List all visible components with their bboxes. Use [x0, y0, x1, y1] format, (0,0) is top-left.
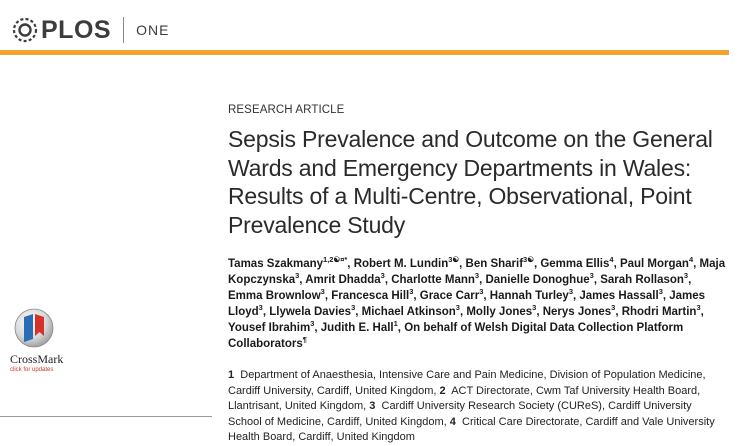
affiliation-number: 4 [449, 415, 456, 428]
author-affiliation-marker: 1,2☯¤* [323, 255, 348, 264]
author-affiliation-marker: 3 [532, 303, 537, 312]
author-name[interactable] [228, 319, 315, 334]
author-affiliation-marker: 3 [696, 303, 701, 312]
journal-brand: PLOS [41, 15, 112, 44]
author-name-text: Danielle Donoghue [485, 274, 590, 286]
author-name[interactable] [331, 287, 414, 302]
author-name-text: Grace Carr [419, 290, 480, 302]
header-accent-rule [0, 50, 729, 55]
author-name-text: James Lloyd [228, 290, 706, 318]
author-affiliation-marker: 3 [455, 303, 460, 312]
crossmark-sublabel: click for updates [10, 367, 54, 373]
logo-divider [123, 17, 124, 43]
author-name[interactable] [465, 255, 534, 270]
author-name[interactable] [305, 271, 385, 286]
crossmark-label: CrossMark [10, 352, 64, 366]
author-name-text: Yousef Ibrahim [228, 322, 311, 334]
author-name-text: Maja Kopczynska [228, 258, 726, 286]
plos-logo-icon [12, 17, 38, 43]
plos-one-logo[interactable] [12, 12, 169, 48]
author-affiliation-marker: 3☯ [448, 255, 460, 264]
author-list: Tamas Szakmany$^{1,2☯¤*}$, Robert M. Lundin$^{3☯}$, Ben Sharif$^{3☯}$, Gemma Ellis$^4$, Paul Morgan$^4$, Maja Kopczynska$^3$, Amrit Dhadda$^3$, Charlotte Mann$^3$, Danielle Donoghue$^3$, Sarah Rollason$^3$, Emma Brownlow$^3$, Francesca Hill$^3$, Grace Carr$^3$, Hannah Turley$^3$, James Hassall$^3$, James Lloyd$^3$, Llywela Davies$^3$, Michael Atkinson$^3$, Molly Jones$^3$, Nerys Jones$^3$, Rhodri Martin$^3$, Yousef Ibrahim$^3$, Judith E. Hall$^1$, On behalf of Welsh Digital Data Collection Platform Collaborators¶ [228, 255, 726, 350]
author-name-text: Paul Morgan [619, 258, 689, 270]
affiliation-text: Critical Care Directorate, Cardiff and Vale University Health Board, Cardiff, United Kingdom [228, 415, 715, 443]
author-affiliation-marker: 3 [611, 303, 616, 312]
author-name[interactable] [619, 255, 694, 270]
author-affiliation-marker: 3 [589, 271, 594, 280]
author-name-text: Charlotte Mann [391, 274, 475, 286]
journal-subtitle: ONE [136, 22, 170, 38]
author-name-text: Sarah Rollason [600, 274, 684, 286]
affiliation-number: 1 [228, 369, 235, 381]
author-affiliation-marker: 3 [295, 271, 300, 280]
author-name-text: Hannah Turley [489, 290, 569, 302]
author-affiliation-marker: ¶ [302, 335, 307, 344]
author-affiliation-marker: 3 [683, 271, 689, 280]
author-name-text: Llywela Davies [269, 306, 352, 318]
crossmark-icon [14, 308, 54, 348]
author-name-text: Nerys Jones [542, 306, 612, 318]
author-affiliation-marker: 3 [409, 287, 414, 296]
author-affiliation-marker: 4 [609, 255, 614, 264]
article-type: RESEARCH ARTICLE [228, 104, 345, 116]
author-name[interactable] [228, 287, 325, 302]
author-name[interactable] [353, 255, 460, 270]
affiliation-number: 3 [369, 400, 376, 412]
author-affiliation-marker: 3 [568, 287, 573, 296]
author-name[interactable] [419, 287, 484, 302]
author-name-text: Judith E. Hall [320, 322, 394, 334]
author-affiliation-marker: 4 [688, 255, 694, 264]
author-affiliation-marker: 3 [310, 319, 315, 328]
author-affiliation-marker: 3 [658, 287, 663, 296]
author-affiliation-marker: 3 [351, 303, 356, 312]
author-name-text: Robert M. Lundin [353, 258, 449, 270]
author-affiliation-marker: 3 [479, 287, 484, 296]
affiliation-text: ACT Directorate, Cwm Taf University Health Board, Llantrisant, United Kingdom, [228, 384, 701, 412]
author-affiliation-marker: 3 [474, 271, 480, 280]
article-title: Sepsis Prevalence and Outcome on the General Wards and Emergency Departments in Wales: Results of a Multi-Centre, Observational, Point Prevalence Study [228, 126, 713, 238]
author-name[interactable] [542, 303, 616, 318]
crossmark-badge[interactable] [10, 308, 64, 374]
author-name-text: Gemma Ellis [540, 258, 610, 270]
author-name-text: On behalf of Welsh Digital Data Collection Platform Collaborators [228, 322, 684, 350]
author-name[interactable] [320, 319, 398, 334]
affiliation-list [228, 368, 728, 446]
article-header [228, 98, 728, 446]
author-name-text: Michael Atkinson [361, 306, 456, 318]
affiliation-number: 2 [439, 384, 446, 397]
affiliation-text: Department of Anaesthesia, Intensive Care and Pain Medicine, Division of Population Medicine, Cardiff University, Cardiff, United Kingdom, [228, 369, 706, 397]
author-name-text: Francesca Hill [331, 290, 410, 302]
author-name[interactable] [489, 287, 573, 302]
author-affiliation-marker: 1 [393, 319, 398, 328]
author-name[interactable] [485, 271, 594, 286]
author-name[interactable] [540, 255, 614, 270]
author-name[interactable] [391, 271, 480, 286]
affiliation-text: Cardiff University Research Society (CUReS), Cardiff University School of Medicine, Cardiff, United Kingdom, [228, 400, 692, 428]
author-name[interactable] [621, 303, 701, 318]
sidebar-divider [0, 416, 212, 417]
author-affiliation-marker: 3 [258, 303, 263, 312]
author-name-text: Emma Brownlow [228, 290, 321, 302]
author-name[interactable] [466, 303, 537, 318]
author-affiliation-marker: 3☯ [523, 255, 534, 264]
author-name[interactable] [600, 271, 689, 286]
author-name-text: Molly Jones [466, 306, 533, 318]
author-name-text: James Hassall [579, 290, 659, 302]
author-affiliation-marker: 3 [380, 271, 385, 280]
author-name[interactable] [228, 255, 348, 270]
author-affiliation-marker: 3 [320, 287, 325, 296]
author-name-text: Amrit Dhadda [305, 274, 381, 286]
author-name-text: Rhodri Martin [621, 306, 697, 318]
author-name[interactable] [269, 303, 356, 318]
author-name[interactable] [579, 287, 663, 302]
author-name-text: Tamas Szakmany [228, 258, 324, 270]
author-name[interactable] [361, 303, 460, 318]
author-name-text: Ben Sharif [465, 258, 524, 270]
journal-header [0, 0, 744, 58]
